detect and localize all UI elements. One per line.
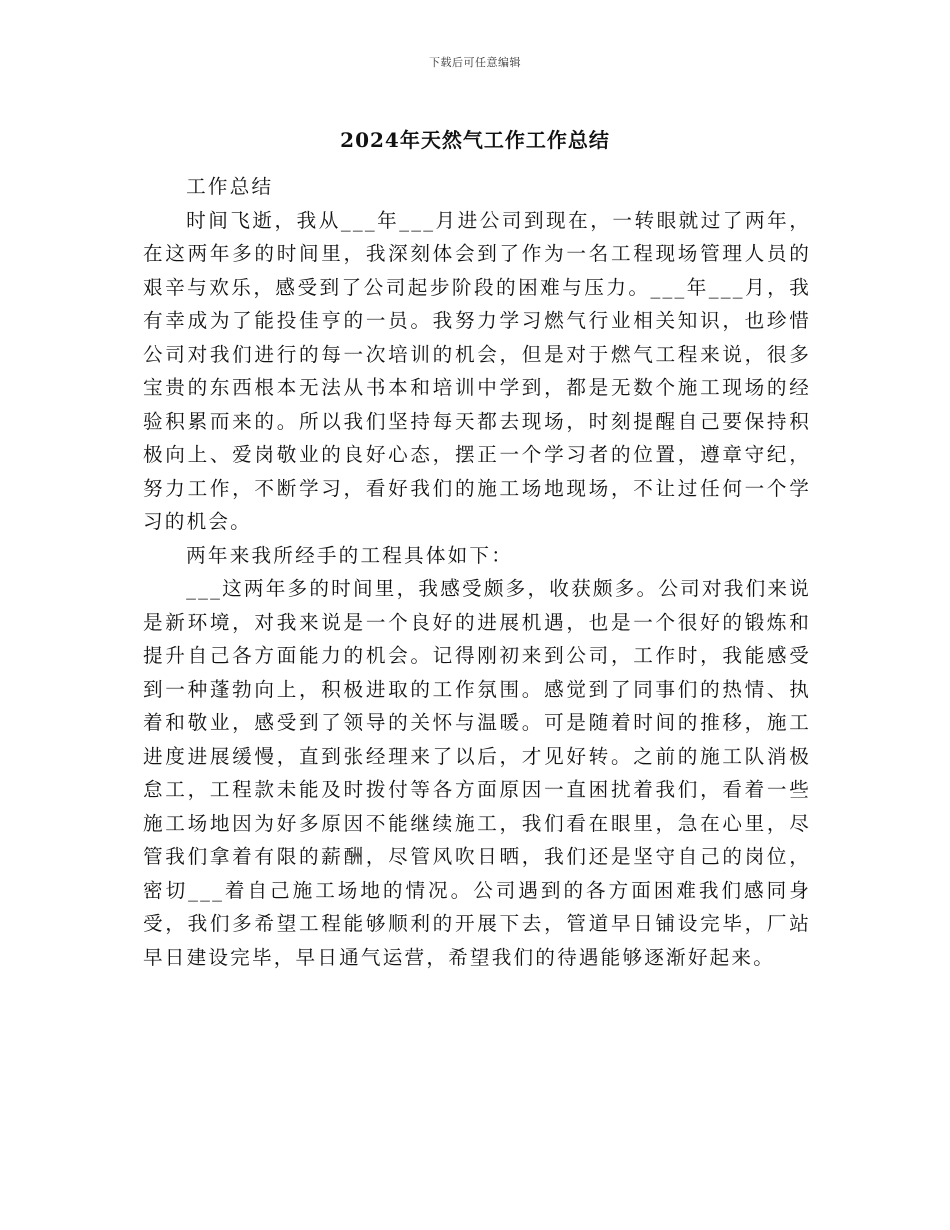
paragraph-intro: 时间飞逝，我从___年___月进公司到现在，一转眼就过了两年，在这两年多的时间里，我深刻体会到了作为一名工程现场管理人员的艰辛与欢乐，感受到了公司起步阶段的困难与压力。___年___月，我有幸成为了能投佳亨的一员。我努力学习燃气行业相关知识，也珍惜公司对我们进行的每一次培训的机会，但是对于燃气工程来说，很多宝贵的东西根本无法从书本和培训中学到，都是无数个施工现场的经验积累而来的。所以我们坚持每天都去现场，时刻提醒自己要保持积极向上、爱岗敬业的良好心态，摆正一个学习者的位置，遵章守纪，努力工作，不断学习，看好我们的施工场地现场，不让过任何一个学习的机会。	[143, 208, 811, 533]
paragraph-reflection: ___这两年多的时间里，我感受颇多，收获颇多。公司对我们来说是新环境，对我来说是一个良好的进展机遇，也是一个很好的锻炼和提升自己各方面能力的机会。记得刚初来到公司，工作时，我能感受到一种蓬勃向上，积极进取的工作氛围。感觉到了同事们的热情、执着和敬业，感受到了领导的关怀与温暖。可是随着时间的推移，施工进度进展缓慢，直到张经理来了以后，才见好转。之前的施工队消极怠工，工程款未能及时拨付等各方面原因一直困扰着我们，看着一些施工场地因为好多原因不能继续施工，我们看在眼里，急在心里，尽管我们拿着有限的薪酬，尽管风吹日晒，我们还是坚守自己的岗位，密切___着自己施工场地的情况。公司遇到的各方面困难我们感同身受，我们多希望工程能够顺利的开展下去，管道早日铺设完毕，厂站早日建设完毕，早日通气运营，希望我们的待遇能够逐渐好起来。	[143, 577, 811, 969]
paragraph-projects-lead: 两年来我所经手的工程具体如下：	[186, 543, 514, 567]
section-heading: 工作总结	[186, 175, 274, 198]
header-note: 下载后可任意编辑	[429, 56, 521, 69]
document-title: 2024年天然气工作工作总结	[340, 128, 610, 152]
document-body	[143, 170, 811, 974]
